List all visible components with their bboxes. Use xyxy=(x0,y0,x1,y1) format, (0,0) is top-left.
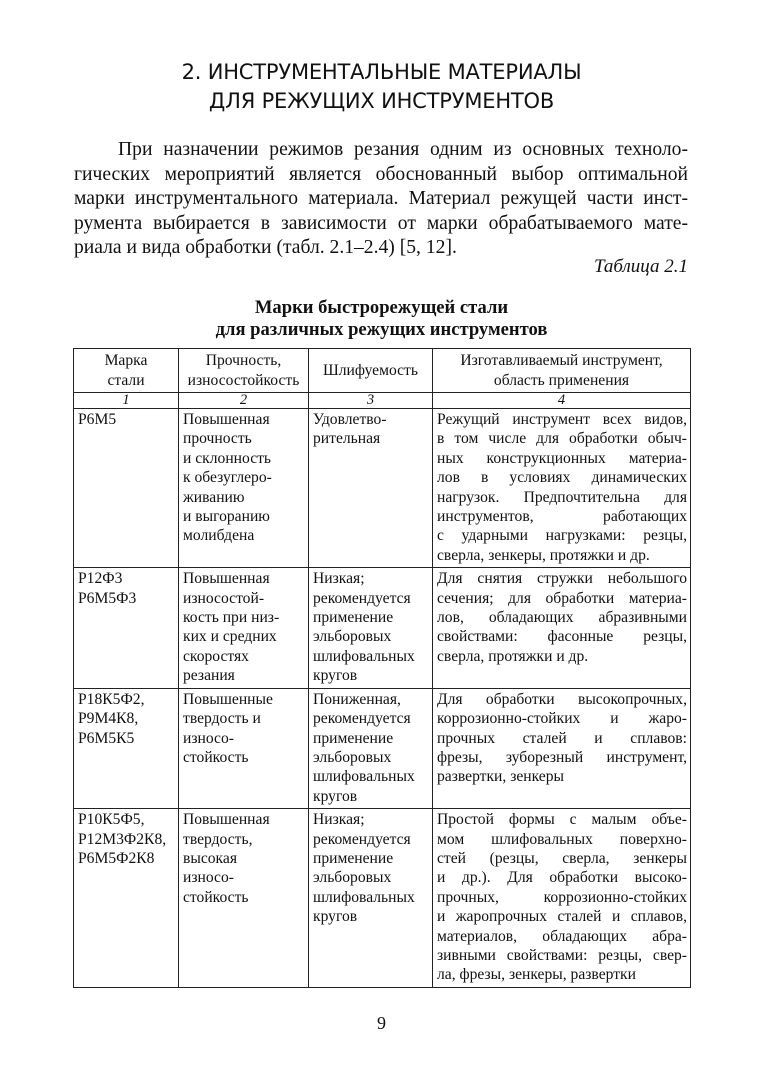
cell-line: Р6М5Ф3 xyxy=(78,589,137,607)
header-grade xyxy=(74,349,179,393)
cell-line: и жаропрочных сталей и сплавов, xyxy=(437,908,687,926)
cell-application xyxy=(433,568,691,688)
paragraph-line: гических мероприятий является обоснованный выбор оптимальной xyxy=(74,163,688,185)
table-row xyxy=(74,809,691,988)
chapter-title xyxy=(0,58,763,116)
paragraph-line: риала и вида обработки (табл. 2.1–2.4) [5, 12]. xyxy=(74,237,457,258)
cell-line: развертки, зенкеры xyxy=(437,768,565,786)
cell-line: эльборовых xyxy=(313,628,392,646)
cell-line: Повышенная xyxy=(183,570,270,588)
cell-line: эльборовых xyxy=(313,748,392,766)
paragraph-line: При назначении режимов резания одним из основных техноло- xyxy=(118,139,688,160)
header-line: износостойкость xyxy=(187,371,300,389)
cell-line: нагрузок. Предпочтительна для xyxy=(437,488,687,506)
intro-paragraph xyxy=(74,138,688,261)
cell-line: твердость, xyxy=(183,830,253,848)
cell-line: Повышенные xyxy=(183,690,273,708)
cell-line: Р10К5Ф5, xyxy=(78,811,145,829)
paragraph-line: марки инструментального материала. Материал режущей части инст- xyxy=(74,188,688,209)
cell-line: инструментов, работающих xyxy=(437,508,687,526)
cell-line: применение xyxy=(313,849,394,867)
cell-line: применение xyxy=(313,729,394,747)
cell-line: кругов xyxy=(313,667,358,685)
column-number: 3 xyxy=(309,393,433,409)
cell-line: твердость и xyxy=(183,710,261,728)
header-line: стали xyxy=(107,371,145,389)
table-row xyxy=(74,409,691,568)
header-line: Шлифуемость xyxy=(323,361,418,379)
cell-line: применение xyxy=(313,609,394,627)
cell-line: свойствами: фасонные резцы, xyxy=(437,628,687,646)
cell-line: кругов xyxy=(313,787,358,805)
table-caption xyxy=(0,297,763,341)
paragraph-line: румента выбирается в зависимости от марки обрабатываемого мате- xyxy=(74,212,688,234)
cell-line: сечения; для обработки материа- xyxy=(437,589,687,607)
cell-line: мом шлифовальных поверхно- xyxy=(437,830,687,848)
cell-line: материалов, обладающих абра- xyxy=(437,927,687,945)
cell-grade xyxy=(74,688,179,808)
cell-line: Простой формы с малым объе- xyxy=(437,811,687,829)
cell-line: Р9М4К8, xyxy=(78,710,139,728)
table-row xyxy=(74,688,691,808)
cell-line: эльборовых xyxy=(313,869,392,887)
cell-line: шлифовальных xyxy=(313,888,415,906)
cell-line: Низкая; xyxy=(313,570,365,588)
cell-strength xyxy=(179,409,309,568)
cell-line: Повышенная xyxy=(183,811,270,829)
cell-line: с ударными нагрузками: резцы, xyxy=(437,527,687,545)
cell-strength xyxy=(179,568,309,688)
cell-line: зивными свойствами: резцы, свер- xyxy=(437,946,687,964)
cell-line: Для снятия стружки небольшого xyxy=(437,570,687,588)
cell-line: живанию xyxy=(183,488,245,506)
header-grindability xyxy=(309,349,433,393)
chapter-title-line-2: ДЛЯ РЕЖУЩИХ ИНСТРУМЕНТОВ xyxy=(208,89,555,113)
cell-line: кость при низ- xyxy=(183,609,280,627)
cell-line: сверла, зенкеры, протяжки и др. xyxy=(437,546,650,564)
column-number: 2 xyxy=(179,393,309,409)
cell-application xyxy=(433,688,691,808)
cell-line: стей (резцы, сверла, зенкеры xyxy=(437,849,687,867)
cell-line: молибдена xyxy=(183,527,255,545)
cell-line: прочность xyxy=(183,430,252,448)
header-application xyxy=(433,349,691,393)
cell-line: Для обработки высокопрочных, xyxy=(437,690,687,708)
column-number: 1 xyxy=(74,393,179,409)
cell-line: скоростях xyxy=(183,647,249,665)
cell-line: прочных сталей и сплавов: xyxy=(437,729,687,747)
cell-line: Р12Ф3 xyxy=(78,570,123,588)
header-line: Марка xyxy=(104,352,148,370)
cell-line: износо- xyxy=(183,869,234,887)
cell-line: и выгоранию xyxy=(183,508,270,526)
cell-grindability xyxy=(309,688,433,808)
cell-line: стойкость xyxy=(183,888,249,906)
cell-line: высокая xyxy=(183,849,237,867)
cell-line: кругов xyxy=(313,908,358,926)
cell-line: износостой- xyxy=(183,589,265,607)
header-line: Изготавливаемый инструмент, xyxy=(460,352,663,370)
table-row xyxy=(74,568,691,688)
cell-strength xyxy=(179,688,309,808)
cell-line: Низкая; xyxy=(313,811,365,829)
table-header-row xyxy=(74,349,691,393)
cell-line: Удовлетво- xyxy=(313,411,387,428)
cell-grindability xyxy=(309,568,433,688)
cell-strength xyxy=(179,809,309,988)
header-line: Прочность, xyxy=(205,352,282,370)
cell-line: рекомендуется xyxy=(313,710,411,728)
cell-line: ла, фрезы, зенкеры, развертки xyxy=(437,966,636,984)
cell-line: прочных, коррозионно-стойких xyxy=(437,888,687,906)
cell-grindability xyxy=(309,809,433,988)
table-label: Таблица 2.1 xyxy=(594,256,688,277)
column-number-row xyxy=(74,393,691,409)
header-strength xyxy=(179,349,309,393)
cell-line: Режущий инструмент всех видов, xyxy=(437,411,687,428)
cell-line: к обезуглеро- xyxy=(183,469,272,487)
cell-line: Пониженная, xyxy=(313,690,401,708)
cell-line: лов в условиях динамических xyxy=(437,469,687,487)
cell-line: и склонность xyxy=(183,449,272,467)
cell-line: рительная xyxy=(313,430,381,448)
cell-line: коррозионно-стойких и жаро- xyxy=(437,710,687,728)
cell-line: шлифовальных xyxy=(313,647,415,665)
cell-grade xyxy=(74,809,179,988)
cell-line: Р12М3Ф2К8, xyxy=(78,830,167,848)
cell-line: износо- xyxy=(183,729,234,747)
cell-line: в том числе для обработки обыч- xyxy=(437,430,687,448)
cell-line: ных конструкционных материа- xyxy=(437,449,687,467)
cell-line: Р6М5К5 xyxy=(78,729,135,747)
steel-grades-table xyxy=(73,348,691,988)
cell-line: сверла, протяжки и др. xyxy=(437,647,589,665)
cell-line: ких и средних xyxy=(183,628,277,646)
cell-line: Повышенная xyxy=(183,411,270,428)
cell-line: Р6М5 xyxy=(78,411,117,428)
page-number: 9 xyxy=(377,1013,386,1033)
table-caption-line-1: Марки быстрорежущей стали xyxy=(254,297,509,318)
cell-line: стойкость xyxy=(183,748,249,766)
cell-line: фрезы, зуборезный инструмент, xyxy=(437,748,687,766)
cell-application xyxy=(433,409,691,568)
cell-grade xyxy=(74,568,179,688)
cell-grindability xyxy=(309,409,433,568)
cell-line: Р6М5Ф2К8 xyxy=(78,849,155,867)
cell-line: лов, обладающих абразивными xyxy=(437,609,687,627)
header-line: область применения xyxy=(493,371,630,389)
cell-line: рекомендуется xyxy=(313,830,411,848)
cell-line: и др.). Для обработки высоко- xyxy=(437,869,687,887)
table-caption-line-2: для различных режущих инструментов xyxy=(215,319,548,340)
cell-grade xyxy=(74,409,179,568)
chapter-title-line-1: 2. ИНСТРУМЕНТАЛЬНЫЕ МАТЕРИАЛЫ xyxy=(181,60,582,84)
cell-line: Р18К5Ф2, xyxy=(78,690,145,708)
cell-line: рекомендуется xyxy=(313,589,411,607)
cell-line: шлифовальных xyxy=(313,768,415,786)
column-number: 4 xyxy=(433,393,691,409)
cell-line: резания xyxy=(183,667,235,685)
cell-application xyxy=(433,809,691,988)
